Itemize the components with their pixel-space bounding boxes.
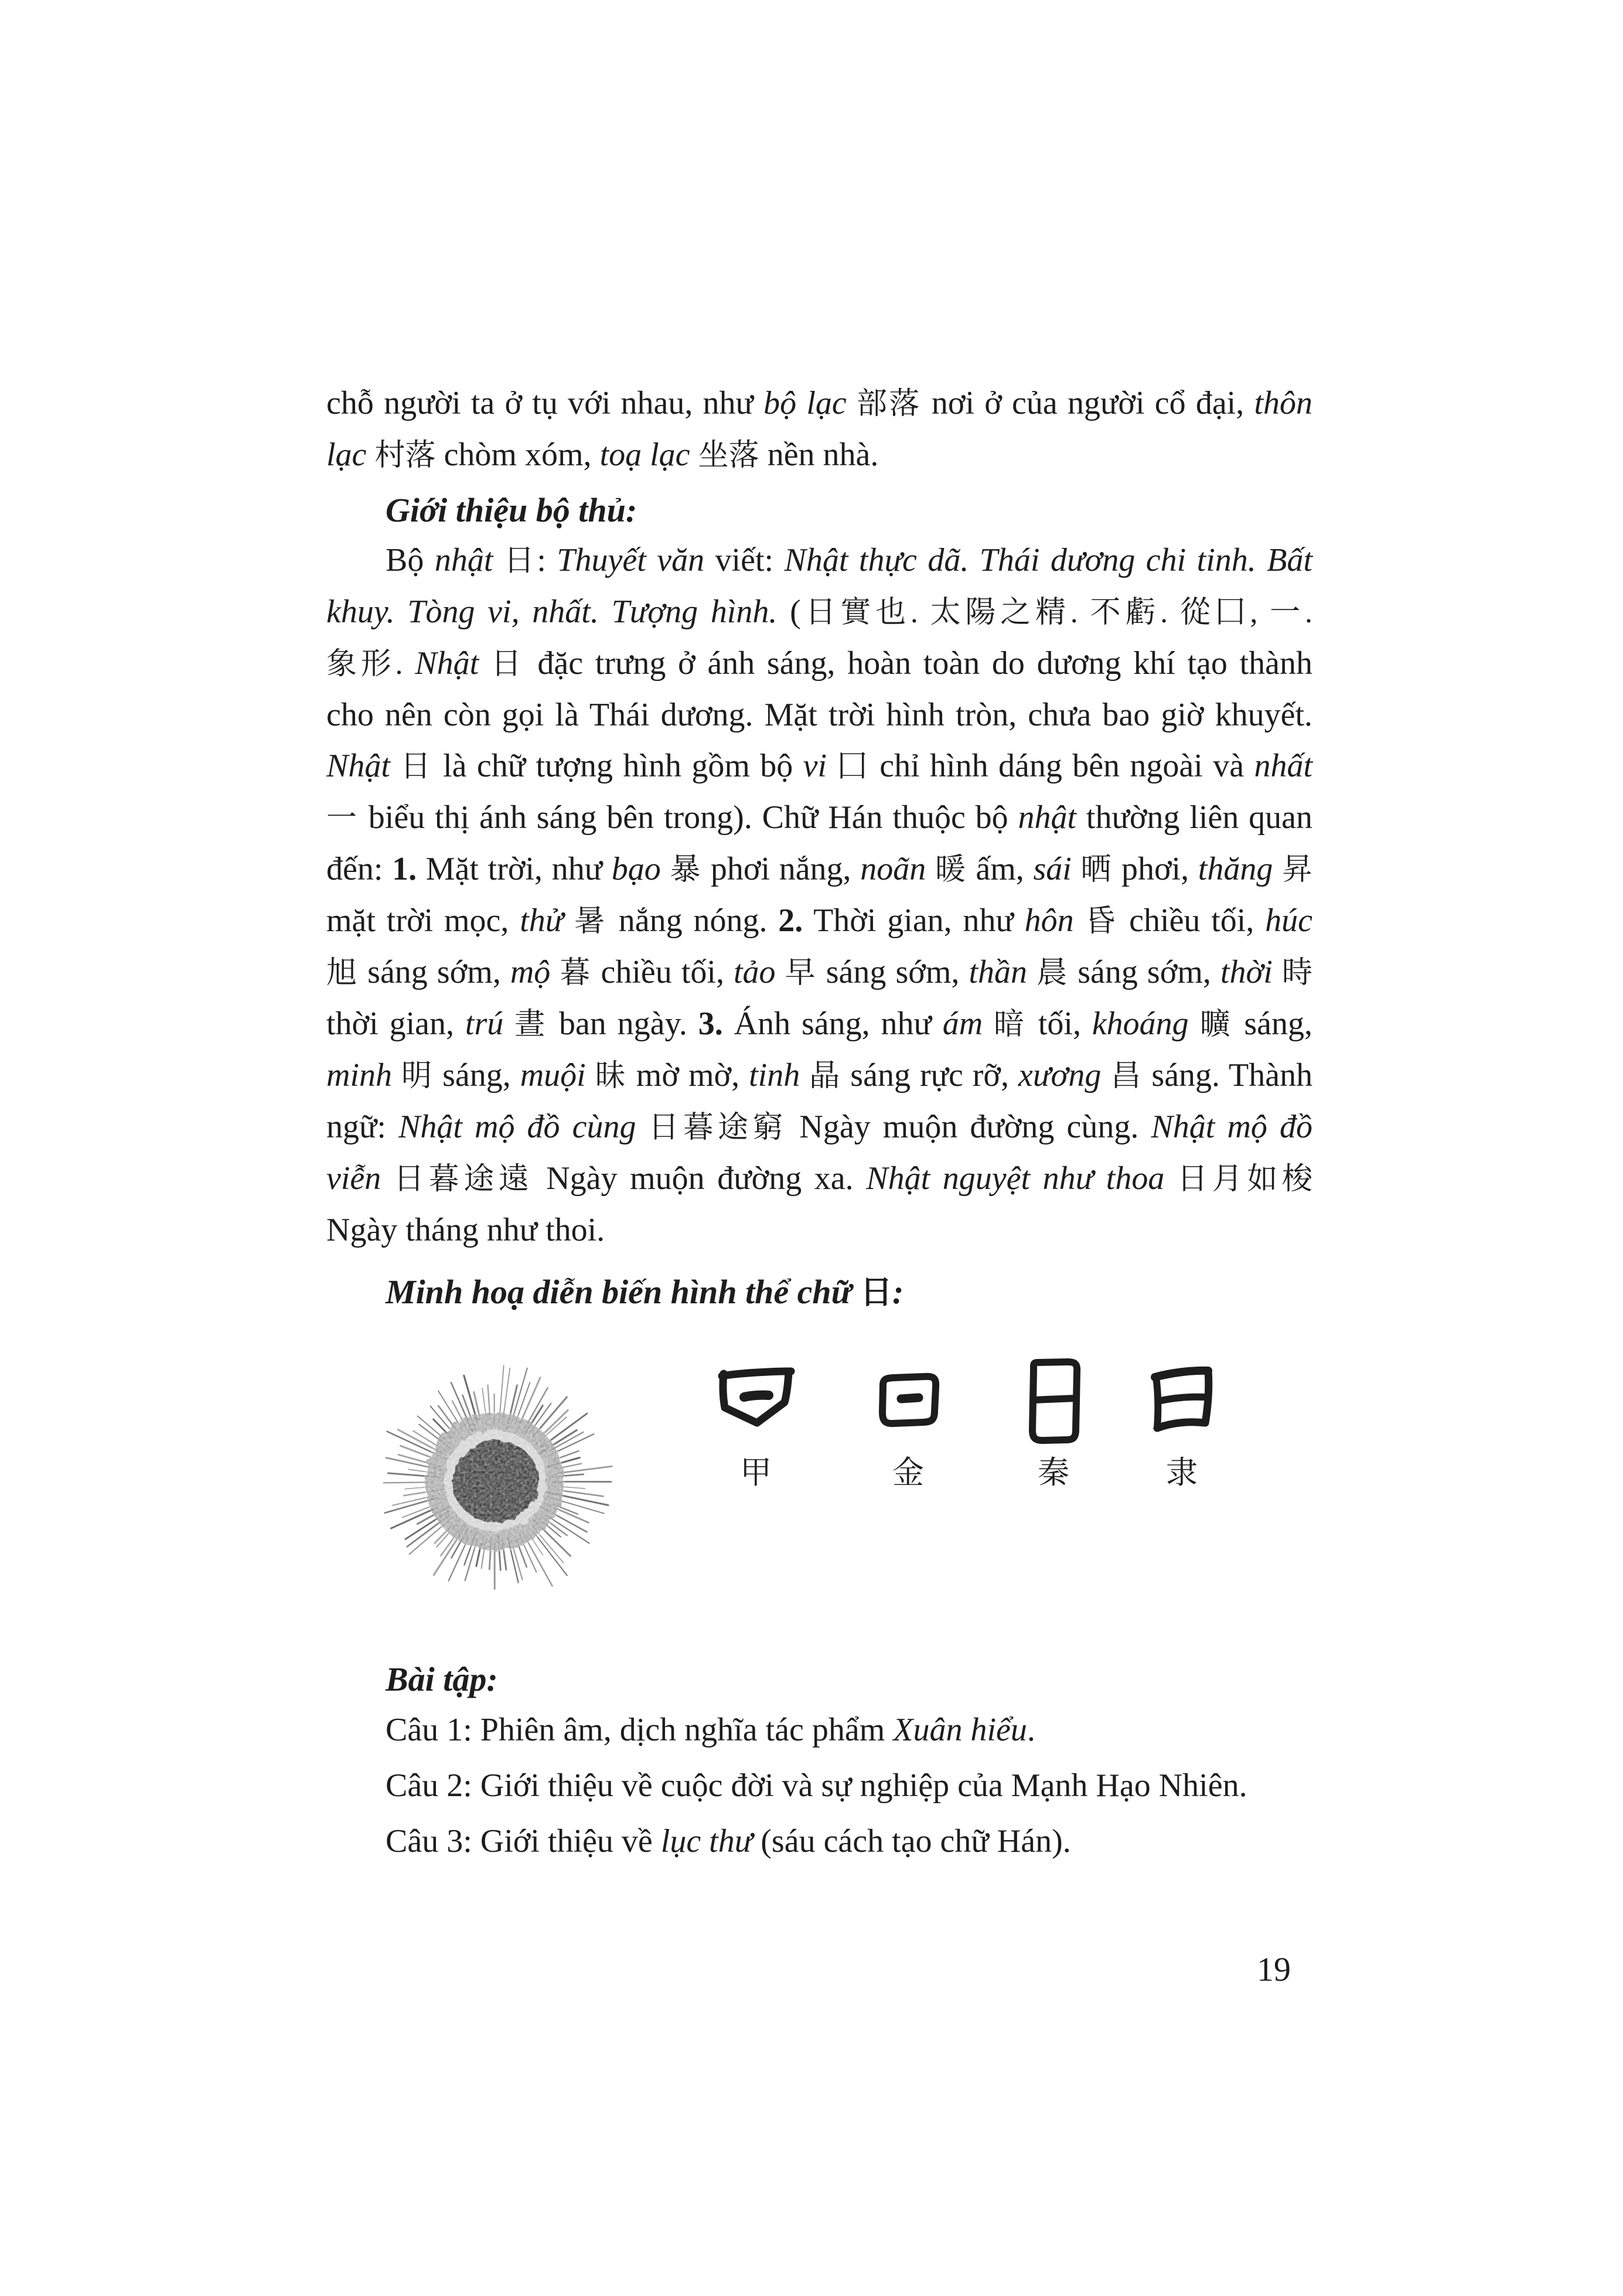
text-segment: thăng xyxy=(1198,851,1273,887)
text-segment xyxy=(1164,1160,1177,1197)
text-segment: sáng rực rỡ, xyxy=(841,1057,1019,1094)
text-segment: sáng sớm, xyxy=(1068,954,1220,990)
text-segment xyxy=(1074,902,1085,939)
seal-middle-bar xyxy=(1034,1398,1076,1400)
text-segment: vi xyxy=(803,748,827,784)
text-segment: viễn xyxy=(326,1160,381,1197)
qin-seal-glyph xyxy=(1024,1357,1085,1445)
text-segment xyxy=(503,1006,514,1042)
exercise-item-1 xyxy=(386,1712,1323,1747)
text-segment: chiều tối, xyxy=(591,954,734,990)
text-segment xyxy=(381,1160,394,1197)
exercise-item-3 xyxy=(386,1824,1323,1859)
text-line xyxy=(326,378,1312,430)
text-segment: ám xyxy=(942,1006,983,1042)
text-segment: mặt trời mọc, xyxy=(326,902,520,939)
text-segment: 3. xyxy=(698,1006,723,1042)
clerical-middle-bar xyxy=(1161,1397,1203,1401)
text-segment: thôn xyxy=(1254,385,1313,421)
text-line xyxy=(326,741,1312,792)
text-segment: bạo xyxy=(611,851,661,887)
text-segment xyxy=(1189,1006,1200,1042)
text-segment: 村落 xyxy=(374,439,436,472)
text-segment: tối, xyxy=(1027,1006,1092,1042)
text-segment: muội xyxy=(520,1057,586,1094)
text-segment: 部落 xyxy=(857,387,922,421)
text-segment: nắng nóng. xyxy=(608,902,779,939)
text-segment: tảo xyxy=(733,954,776,990)
text-segment xyxy=(690,437,698,473)
text-segment: sáng, xyxy=(433,1057,520,1094)
sun-illustration xyxy=(373,1360,616,1603)
text-segment: 晨 xyxy=(1036,956,1069,990)
text-segment: minh xyxy=(326,1057,392,1094)
text-segment: lục thư xyxy=(660,1823,753,1859)
text-segment: sái xyxy=(1033,851,1072,887)
text-segment: 晒 xyxy=(1080,853,1113,887)
text-segment: nhất xyxy=(1254,748,1313,784)
text-segment xyxy=(1027,954,1036,990)
text-segment xyxy=(1273,954,1282,990)
text-segment: ban ngày. xyxy=(548,1006,698,1042)
text-segment xyxy=(800,1057,809,1094)
clerical-left-side xyxy=(1156,1377,1158,1428)
text-segment: 日 xyxy=(400,750,433,783)
text-segment xyxy=(1072,851,1081,887)
text-segment: 早 xyxy=(785,956,817,990)
text-segment: 明 xyxy=(401,1060,434,1093)
text-segment: sáng sớm, xyxy=(816,954,969,990)
text-segment: đến: xyxy=(326,851,393,887)
text-line xyxy=(326,690,1312,741)
text-segment: nhật xyxy=(434,542,493,578)
text-segment: Bộ xyxy=(386,542,435,578)
text-segment: bộ lạc xyxy=(763,385,847,421)
text-segment: Ngày muộn đường xa. xyxy=(533,1160,867,1197)
text-segment: phơi nắng, xyxy=(701,851,861,887)
text-line xyxy=(326,587,1312,638)
text-segment xyxy=(1273,851,1282,887)
text-segment xyxy=(550,954,560,990)
text-segment: ấm, xyxy=(966,851,1034,887)
text-segment: Nhật mộ đồ cùng xyxy=(398,1109,636,1145)
text-segment: chỉ hình dáng bên ngoài và xyxy=(869,748,1254,784)
sun-ray xyxy=(391,1508,437,1529)
stage-label-clerical: 隶 xyxy=(1166,1455,1198,1490)
text-segment: chòm xóm, xyxy=(435,437,600,473)
text-segment: Thuyết văn xyxy=(557,542,705,578)
text-segment: thời gian, xyxy=(326,1006,465,1042)
bronze-inner-dash xyxy=(901,1398,919,1399)
text-segment: Câu 1: Phiên âm, dịch nghĩa tác phẩm xyxy=(386,1712,894,1748)
text-segment: ngữ: xyxy=(326,1109,399,1145)
text-segment: Nhật thực dã. Thái dương chi tinh. Bất xyxy=(784,542,1313,578)
text-segment: sáng, xyxy=(1233,1006,1313,1042)
text-segment: Ngày tháng như thoi. xyxy=(326,1212,605,1248)
text-segment: cho nên còn gọi là Thái dương. Mặt trời hình tròn, chưa bao giờ khuyết. xyxy=(326,697,1312,733)
text-segment: . xyxy=(1027,1712,1035,1748)
text-segment: mộ xyxy=(510,954,551,990)
text-segment xyxy=(776,954,785,990)
oracle-bone-glyph xyxy=(716,1366,796,1428)
text-segment: 日 xyxy=(490,648,526,681)
text-segment xyxy=(827,748,837,784)
text-segment: chỗ người ta ở tụ với nhau, như xyxy=(326,385,764,421)
text-segment: 曠 xyxy=(1199,1008,1233,1041)
text-segment: 昧 xyxy=(595,1060,627,1093)
text-segment: thử xyxy=(520,902,564,939)
text-segment xyxy=(636,1109,649,1145)
text-segment: thần xyxy=(969,954,1028,990)
text-segment: trú xyxy=(465,1006,504,1042)
radical-intro-heading: Giới thiệu bộ thủ: xyxy=(386,491,637,529)
text-segment: 昇 xyxy=(1282,853,1313,887)
text-segment: lạc xyxy=(326,437,367,473)
text-segment: Nhật xyxy=(415,645,479,682)
clerical-glyph xyxy=(1146,1363,1219,1433)
text-segment: 日暮途窮 xyxy=(648,1111,787,1144)
text-segment: Ngày muộn đường cùng. xyxy=(787,1109,1151,1145)
text-segment: mờ mờ, xyxy=(626,1057,749,1094)
text-segment: 暴 xyxy=(670,853,702,887)
text-segment: 象形. xyxy=(326,648,403,681)
text-segment: khuy. Tòng vi, nhất. Tượng hình. xyxy=(326,594,778,630)
text-segment xyxy=(563,902,574,939)
text-segment: 暮 xyxy=(560,956,592,990)
text-segment: phơi, xyxy=(1112,851,1198,887)
text-segment: thường liên quan xyxy=(1076,799,1312,836)
text-segment: 昏 xyxy=(1085,905,1119,938)
text-segment xyxy=(392,1057,401,1094)
oracle-inner-dash xyxy=(744,1395,769,1397)
text-segment xyxy=(847,385,857,421)
text-line xyxy=(326,999,1312,1050)
text-segment: tinh xyxy=(749,1057,800,1094)
clerical-bottom-bar xyxy=(1157,1422,1205,1428)
text-segment: 2. xyxy=(778,902,803,939)
text-segment: Nhật xyxy=(326,748,390,784)
text-line xyxy=(326,895,1312,947)
text-segment: nhật xyxy=(1018,799,1077,836)
text-segment: Thời gian, như xyxy=(803,902,1025,939)
text-segment: 坐落 xyxy=(698,439,759,472)
text-segment: 昌 xyxy=(1110,1060,1143,1093)
sun-ray xyxy=(533,1531,567,1575)
text-segment: Câu 2: Giới thiệu về cuộc đời và sự nghiệp của Mạnh Hạo Nhiên. xyxy=(386,1767,1247,1804)
text-segment xyxy=(479,645,491,682)
text-segment: noãn xyxy=(860,851,926,887)
text-segment: 日月如梭 xyxy=(1177,1163,1313,1196)
text-segment: ( xyxy=(777,594,801,630)
text-segment: 暖 xyxy=(935,853,967,887)
text-line xyxy=(326,792,1312,844)
text-segment: 晝 xyxy=(514,1008,548,1041)
text-segment: 日 xyxy=(860,1275,893,1310)
text-segment: Nhật nguyệt như thoa xyxy=(866,1160,1165,1197)
text-segment: khoáng xyxy=(1092,1006,1189,1042)
text-segment: sáng. Thành xyxy=(1142,1057,1313,1094)
text-line xyxy=(326,638,1312,690)
text-segment xyxy=(390,748,400,784)
text-segment: 日實也. 太陽之精. 不虧. 從囗, 一. xyxy=(800,596,1312,629)
text-segment: 日暮途遠 xyxy=(393,1163,534,1196)
text-segment xyxy=(403,645,415,682)
text-line xyxy=(326,1050,1312,1102)
bronze-glyph xyxy=(874,1372,943,1428)
text-segment: chiều tối, xyxy=(1118,902,1266,939)
text-segment: thời xyxy=(1220,954,1273,990)
text-segment: đặc trưng ở ánh sáng, hoàn toàn do dương khí tạo thành xyxy=(525,645,1313,682)
text-line xyxy=(326,1205,1312,1256)
text-segment: Ánh sáng, như xyxy=(722,1006,943,1042)
text-segment: 晶 xyxy=(809,1060,841,1093)
exercise-item-2 xyxy=(386,1768,1323,1803)
text-segment: sáng sớm, xyxy=(358,954,510,990)
clerical-top-bar xyxy=(1155,1371,1208,1377)
stage-label-oracle: 甲 xyxy=(740,1455,772,1490)
text-line xyxy=(326,535,1312,587)
text-segment: 囗 xyxy=(837,750,870,783)
text-segment xyxy=(493,542,503,578)
text-segment: : xyxy=(537,542,557,578)
text-segment: húc xyxy=(1265,902,1313,939)
text-segment: 暗 xyxy=(994,1008,1027,1041)
text-segment: 時 xyxy=(1281,956,1313,990)
text-segment xyxy=(1101,1057,1110,1094)
text-line xyxy=(326,1153,1312,1205)
text-segment: 日 xyxy=(503,544,537,578)
text-line xyxy=(326,947,1312,999)
radical-paragraph xyxy=(326,535,1312,1256)
text-segment: toạ lạc xyxy=(599,437,690,473)
text-segment: Xuân hiểu xyxy=(893,1712,1027,1748)
text-segment: nền nhà. xyxy=(759,437,879,473)
text-segment: (sáu cách tạo chữ Hán). xyxy=(752,1823,1071,1859)
text-segment: 暑 xyxy=(574,905,608,938)
text-segment xyxy=(926,851,935,887)
text-segment xyxy=(983,1006,994,1042)
text-segment xyxy=(661,851,670,887)
text-segment: Mặt trời, như xyxy=(417,851,612,887)
text-segment: Minh hoạ diễn biến hình thể chữ xyxy=(386,1273,860,1311)
evolution-heading xyxy=(386,1273,903,1312)
text-line xyxy=(326,1102,1312,1153)
text-segment: 旭 xyxy=(326,956,359,990)
text-segment: 1. xyxy=(392,851,417,887)
text-segment: là chữ tượng hình gồm bộ xyxy=(432,748,803,784)
text-segment: 一 xyxy=(326,802,359,835)
text-line xyxy=(326,430,1312,481)
text-segment xyxy=(586,1057,595,1094)
text-segment: : xyxy=(892,1273,904,1311)
text-segment: xương xyxy=(1018,1057,1102,1094)
text-line xyxy=(326,844,1312,895)
text-segment xyxy=(366,437,374,473)
text-segment: Nhật mộ đồ xyxy=(1151,1109,1312,1145)
text-segment: hôn xyxy=(1024,902,1074,939)
stage-label-qin: 秦 xyxy=(1038,1455,1069,1490)
page-number: 19 xyxy=(1257,1950,1291,1988)
exercises-heading: Bài tập: xyxy=(386,1660,498,1698)
text-segment: nơi ở của người cổ đại, xyxy=(921,385,1254,421)
text-segment: Câu 3: Giới thiệu về xyxy=(386,1823,661,1859)
intro-paragraph xyxy=(326,378,1312,481)
text-segment: viết: xyxy=(704,542,785,578)
stage-label-bronze: 金 xyxy=(892,1455,924,1490)
text-segment: biểu thị ánh sáng bên trong). Chữ Hán thuộc bộ xyxy=(358,799,1018,836)
